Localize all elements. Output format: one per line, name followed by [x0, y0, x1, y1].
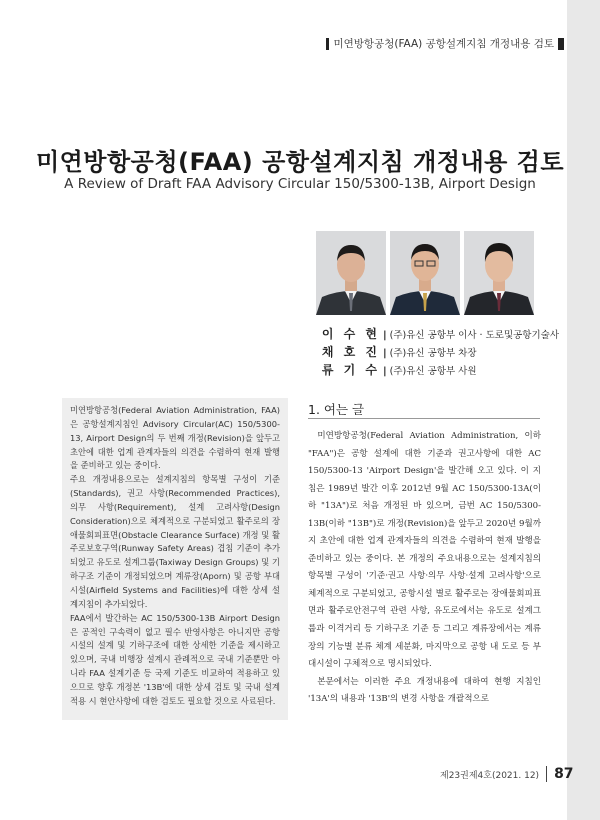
author-name: 이 수 현 — [321, 327, 380, 341]
footer-divider — [546, 766, 547, 782]
abstract-box — [62, 398, 288, 720]
page-number: 87 — [554, 766, 574, 782]
issue-info: 제23권제4호(2021. 12) — [440, 770, 540, 781]
author-photo-1 — [316, 231, 386, 315]
article-title: 미연방항공청(FAA) 공항설계지침 개정내용 검토 — [35, 148, 565, 176]
running-head-bar-left — [326, 38, 329, 50]
article-subtitle: A Review of Draft FAA Advisory Circular 150/5300-13B, Airport Design — [64, 176, 536, 192]
author-name: 채 호 진 — [321, 345, 380, 359]
body-paragraph: 본문에서는 이러한 주요 개정내용에 대하여 현행 지침인 '13A'의 내용과 '13B'의 변경 사항을 개괄적으로 — [308, 676, 541, 705]
running-head-text: 미연방항공청(FAA) 공항설계지침 개정내용 검토 — [333, 38, 554, 50]
author-row — [318, 362, 559, 380]
author-row — [318, 344, 559, 362]
running-head-bar-right — [558, 38, 564, 50]
page-footer — [440, 766, 574, 782]
author-separator: | — [383, 348, 387, 359]
author-separator: | — [383, 366, 387, 377]
author-row — [318, 326, 559, 344]
author-list — [318, 326, 559, 380]
author-affiliation: (주)유신 공항부 차장 — [389, 348, 477, 359]
author-separator: | — [383, 330, 387, 341]
abstract-paragraph: 미연방항공청(Federal Aviation Administration, FAA)은 공항설계지침인 Advisory Circular(AC) 150/5300-13, Airport Design의 두 번째 개정(Revision)을 앞두고 초안에 대한 업계 관계자들의 의견을 수렴하여 현재 발행을 준비하고 있는 중이다. — [70, 405, 280, 471]
abstract-paragraph: 주요 개정내용으로는 설계지침의 항목별 구성이 기준(Standards), 권고 사항(Recommended Practices), 의무 사항(Requirement), 설계 고려사항(Design Consideration)으로 체계적으로 구분되었고 활주로의 장애물회피표면(Obstacle Clearance Surface) 개정 및 활주로보호구역(Runway Safety Areas) 겹침 기준이 추가되었고 유도로 설계그룹(Taxiway Design Groups) 및 기하구조 기준이 개정되었으며 계류장(Aporn) 및 공항 부대시설(Airfield Systems and Facilities)에 대한 상세 설계지침이 추가되었다. — [70, 474, 280, 609]
running-head — [326, 36, 564, 51]
body-paragraph: 미연방항공청(Federal Aviation Administration, 이하 "FAA")은 공항 설계에 대한 기준과 권고사항에 대한 AC 150/5300-13 'Airport Design'을 발간해 오고 있다. 이 지침은 1989년 발간 이후 2012년 9월 AC 150/5300-13A(이하 "13A")로 처음 개정된 바 있으며, 금번 AC 150/5300-13B(이하 "13B")로 개정(Revision)을 앞두고 2020년 9월까지 초안에 대한 업계 관계자들의 의견을 수렴하여 현재 발행을 준비하고 있는 중이다. 본 개정의 주요내용으로는 설계지침의 항목별 구성이 '기준·권고 사항·의무 사항·설계 고려사항'으로 체계적으로 구분되었고, 공항시설 별로 활주로는 장애물회피표면과 활주로안전구역 관련 사항, 유도로에서는 유도로 설계그룹과 이격거리 등 기하구조 기준 등 그리고 계류장에서는 계류장의 기능별 분류 체계 세분화, 마지막으로 공항 내 도로 등 부대시설이 구체적으로 명시되었다. — [308, 431, 541, 670]
abstract-paragraph: FAA에서 발간하는 AC 150/5300-13B Airport Design은 공적인 구속력이 없고 필수 반영사항은 아니지만 공항시설의 설계 및 기하구조에 대한 상세한 기준을 제시하고 있으며, 국내 비행장 설계시 관례적으로 국내 기준뿐만 아니라 FAA 설계기준 등 국제 기준도 비교하여 적용하고 있으므로 향후 개정본 '13B'에 대한 상세 검토 및 국내 설계 적용 시 현안사항에 대한 검토도 필요할 것으로 사료된다. — [70, 612, 280, 706]
body-text — [308, 428, 541, 709]
section-divider — [308, 418, 540, 419]
author-affiliation: (주)유신 공항부 사원 — [389, 366, 477, 377]
author-photo-2 — [390, 231, 460, 315]
author-photos — [316, 231, 534, 315]
side-strip — [567, 0, 600, 820]
author-affiliation: (주)유신 공항부 이사 · 도로및공항기술사 — [389, 330, 560, 341]
author-name: 류 기 수 — [321, 363, 380, 377]
author-photo-3 — [464, 231, 534, 315]
section-heading: 1. 여는 글 — [308, 402, 365, 417]
